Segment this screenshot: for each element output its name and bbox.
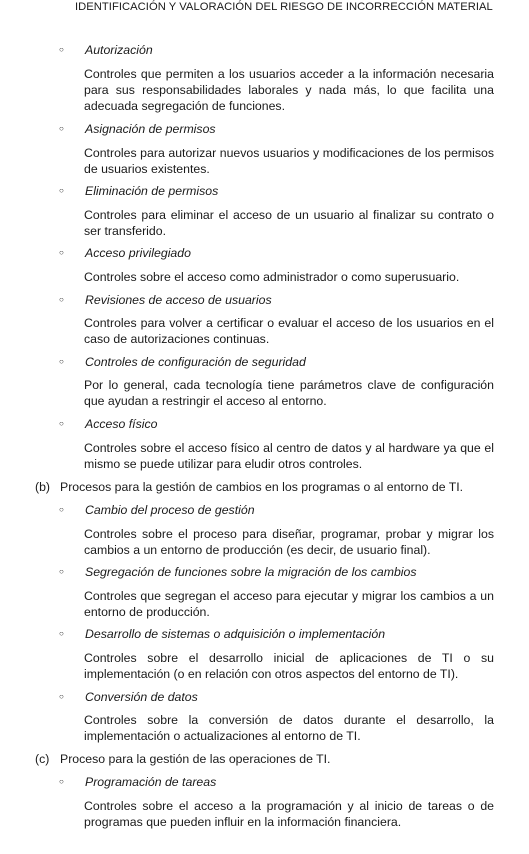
item-description: Controles sobre el acceso físico al centro de datos y al hardware ya que el mismo se puede utilizar para eludir otros controles.: [84, 441, 494, 471]
hollow-circle-bullet-icon: ○: [59, 419, 64, 428]
hollow-circle-bullet-icon: ○: [59, 777, 64, 786]
hollow-circle-bullet-icon: ○: [59, 186, 64, 195]
item-title: Conversión de datos: [85, 690, 198, 704]
hollow-circle-bullet-icon: ○: [59, 567, 64, 576]
item-description: Controles sobre la conversión de datos durante el desarrollo, la implementación o actualizaciones al entorno de TI.: [84, 713, 494, 743]
hollow-circle-bullet-icon: ○: [59, 45, 64, 54]
item-description: Controles sobre el acceso a la programación y al inicio de tareas o de programas que pueden influir en la información financiera.: [84, 799, 494, 829]
hollow-circle-bullet-icon: ○: [59, 248, 64, 257]
hollow-circle-bullet-icon: ○: [59, 629, 64, 638]
hollow-circle-bullet-icon: ○: [59, 505, 64, 514]
item-title: Revisiones de acceso de usuarios: [85, 293, 272, 307]
item-title: Eliminación de permisos: [85, 184, 219, 198]
section-letter: (b): [35, 480, 51, 494]
hollow-circle-bullet-icon: ○: [59, 124, 64, 133]
item-title: Acceso físico: [85, 417, 158, 431]
item-title: Asignación de permisos: [85, 122, 216, 136]
item-title: Segregación de funciones sobre la migración de los cambios: [85, 565, 417, 579]
section-letter: (c): [35, 752, 50, 766]
item-title: Autorización: [85, 43, 153, 57]
item-description: Controles que permiten a los usuarios acceder a la información necesaria para sus responsabilidades laborales y nada más, lo que facilita una adecuada segregación de funciones.: [84, 67, 494, 113]
item-description: Por lo general, cada tecnología tiene parámetros clave de configuración que ayudan a restringir el acceso al entorno.: [84, 378, 494, 408]
item-description: Controles sobre el acceso como administrador o como superusuario.: [84, 270, 460, 284]
section-text: Proceso para la gestión de las operaciones de TI.: [60, 752, 331, 766]
item-description: Controles para eliminar el acceso de un usuario al finalizar su contrato o ser transferido.: [84, 208, 494, 238]
page-header: IDENTIFICACIÓN Y VALORACIÓN DEL RIESGO DE INCORRECCIÓN MATERIAL: [75, 1, 493, 13]
item-title: Desarrollo de sistemas o adquisición o implementación: [85, 627, 386, 641]
item-description: Controles sobre el proceso para diseñar, programar, probar y migrar los cambios a un entorno de producción (es decir, de usuario final).: [84, 527, 494, 557]
item-title: Cambio del proceso de gestión: [85, 503, 255, 517]
item-title: Controles de configuración de seguridad: [85, 355, 306, 369]
hollow-circle-bullet-icon: ○: [59, 692, 64, 701]
item-title: Programación de tareas: [85, 775, 217, 789]
item-description: Controles para autorizar nuevos usuarios y modificaciones de los permisos de usuarios existentes.: [84, 146, 494, 176]
hollow-circle-bullet-icon: ○: [59, 357, 64, 366]
item-description: Controles sobre el desarrollo inicial de aplicaciones de TI o su implementación (o en relación con otros aspectos del entorno de TI).: [84, 651, 494, 681]
hollow-circle-bullet-icon: ○: [59, 295, 64, 304]
item-description: Controles que segregan el acceso para ejecutar y migrar los cambios a un entorno de producción.: [84, 589, 494, 619]
section-text: Procesos para la gestión de cambios en los programas o al entorno de TI.: [60, 480, 464, 494]
item-description: Controles para volver a certificar o evaluar el acceso de los usuarios en el caso de autorizaciones continuas.: [84, 316, 494, 346]
item-title: Acceso privilegiado: [85, 246, 191, 260]
